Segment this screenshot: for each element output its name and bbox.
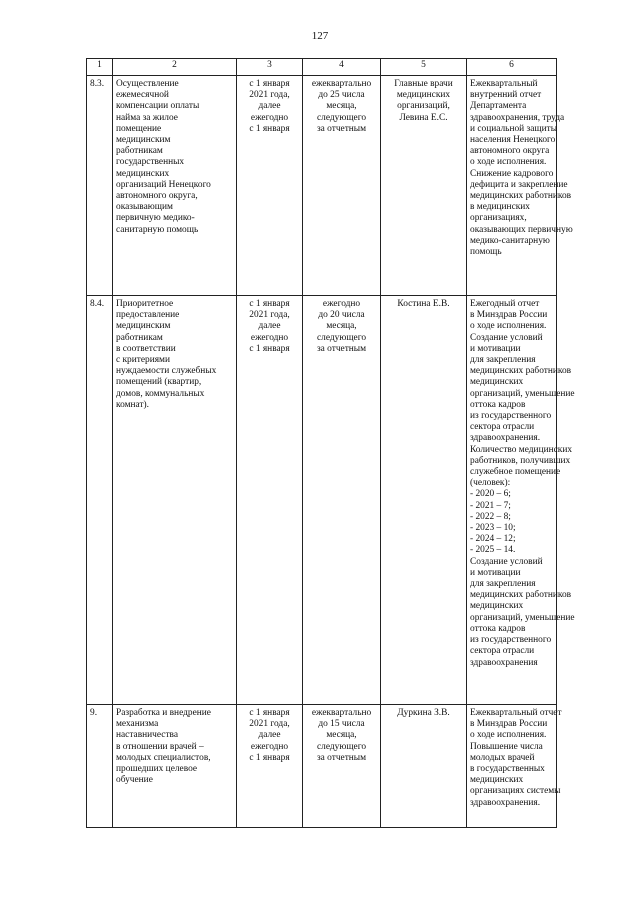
header-cell: 2 [113, 59, 237, 76]
text-line: населения Ненецкого [470, 135, 556, 146]
text-line: оттока кадров [470, 623, 526, 634]
text-line: далее [258, 321, 281, 332]
text-line: за отчетным [316, 123, 367, 134]
start-date [237, 705, 303, 828]
text-line: организаций, уменьшение [470, 388, 575, 399]
text-line: помощь [470, 247, 502, 258]
text-line: и социальной защиты [470, 123, 558, 134]
text-line: предоставление [116, 310, 180, 321]
text-line: оттока кадров [470, 399, 526, 410]
text-line: с 1 января [249, 708, 290, 718]
text-line: прошедших целевое [116, 764, 198, 775]
reporting-period [303, 705, 381, 828]
text-line: - 2024 – 12; [470, 534, 516, 545]
text-line: следующего [316, 741, 367, 752]
text-line: Ежеквартальный [470, 79, 538, 89]
result-description [467, 296, 575, 705]
text-line: Главные врачи [394, 79, 453, 89]
text-line: ежегодно [322, 299, 361, 309]
text-line: обучение [116, 775, 153, 786]
text-line: Разработка и внедрение [116, 708, 211, 718]
text-line: сектора отрасли [470, 422, 535, 433]
measure-name [113, 76, 237, 296]
header-cell: 6 [467, 59, 557, 76]
text-line: домов, коммунальных [116, 388, 205, 399]
text-line: ежегодно [250, 741, 289, 752]
text-line: медицинских [470, 377, 524, 388]
text-line: - 2025 – 14. [470, 545, 516, 556]
text-line: для закрепления [470, 355, 536, 366]
text-line: с 1 января [249, 79, 290, 89]
text-line: служебное помещение [470, 467, 561, 478]
text-line: санитарную помощь [116, 224, 199, 235]
text-line: здравоохранения. [470, 797, 541, 808]
text-line: наставничества [116, 730, 179, 741]
reporting-period [303, 76, 381, 296]
text-line: следующего [316, 112, 367, 123]
text-line: медицинских [116, 168, 170, 179]
text-line: (человек): [470, 478, 511, 489]
table-header-row [87, 59, 557, 76]
text-line: для закрепления [470, 579, 536, 590]
text-line: молодых специалистов, [116, 752, 211, 763]
row-number: 9. [87, 705, 113, 828]
measure-name [113, 705, 237, 828]
text-line: организаций Ненецкого [116, 179, 211, 190]
text-line: с 1 января [249, 123, 290, 134]
text-line: оказывающих первичную [470, 224, 573, 235]
text-line: из государственного [470, 635, 552, 646]
text-line: Дуркина З.В. [397, 708, 450, 718]
text-line: помещение [116, 123, 162, 134]
text-line: с 1 января [249, 752, 290, 763]
text-line: Департамента [470, 101, 527, 112]
text-line: сектора отрасли [470, 646, 535, 657]
text-line: медицинским [116, 321, 171, 332]
text-line: месяца, [326, 321, 357, 332]
text-line: до 25 числа [318, 90, 365, 101]
text-line: о ходе исполнения. [470, 730, 547, 741]
text-line: Количество медицинских [470, 444, 573, 455]
text-line: 2021 года, [249, 719, 290, 730]
header-cell: 4 [303, 59, 381, 76]
text-line: Создание условий [470, 332, 543, 343]
text-line: молодых врачей [470, 752, 535, 763]
page-number: 127 [311, 30, 329, 42]
text-line: ежеквартально [311, 79, 372, 89]
text-line: месяца, [326, 101, 357, 112]
text-line: с 1 января [249, 299, 290, 309]
text-line: ежемесячной [116, 90, 169, 101]
text-line: в Минздрав России [470, 719, 548, 730]
text-line: медицинских [470, 601, 524, 612]
text-line: первичную медико- [116, 213, 195, 224]
text-line: Приоритетное [116, 299, 174, 309]
text-line: комнат). [116, 399, 150, 410]
text-line: в медицинских [470, 202, 530, 213]
text-line: организаций, [397, 101, 450, 112]
text-line: о ходе исполнения. [470, 157, 547, 168]
text-line: здравоохранения, труда [470, 112, 565, 123]
responsible-person [381, 705, 467, 828]
text-line: Ежеквартальный отчет [470, 708, 562, 718]
text-line: Создание условий [470, 556, 543, 567]
header-cell: 3 [237, 59, 303, 76]
text-line: из государственного [470, 411, 552, 422]
text-line: автономного округа [470, 146, 550, 157]
text-line: ежегодно [250, 112, 289, 123]
row-number: 8.4. [87, 296, 113, 705]
responsible-person [381, 76, 467, 296]
text-line: здравоохранения [470, 657, 538, 668]
text-line: медицинских [470, 775, 524, 786]
text-line: работников, получивших [470, 455, 571, 466]
table-row [87, 705, 557, 828]
text-line: Снижение кадрового [470, 168, 554, 179]
text-line: в государственных [470, 764, 545, 775]
text-line: автономного округа, [116, 191, 198, 202]
text-line: с критериями [116, 355, 170, 366]
text-line: компенсации оплаты [116, 101, 200, 112]
text-line: оказывающим [116, 202, 173, 213]
text-line: работникам [116, 332, 163, 343]
text-line: 2021 года, [249, 90, 290, 101]
text-line: до 20 числа [318, 310, 365, 321]
text-line: за отчетным [316, 343, 367, 354]
text-line: Костина Е.В. [397, 299, 450, 309]
text-line: с 1 января [249, 343, 290, 354]
text-line: государственных [116, 157, 185, 168]
text-line: о ходе исполнения. [470, 321, 547, 332]
text-line: здравоохранения. [470, 433, 541, 444]
text-line: до 15 числа [318, 719, 365, 730]
text-line: организациях, [470, 213, 527, 224]
start-date [237, 296, 303, 705]
text-line: далее [258, 101, 281, 112]
responsible-person [381, 296, 467, 705]
text-line: ежеквартально [311, 708, 372, 718]
text-line: медицинских работников [470, 590, 572, 601]
text-line: Осуществление [116, 79, 179, 89]
text-line: и мотивации [470, 343, 521, 354]
table-row [87, 296, 557, 705]
measures-table [86, 58, 575, 828]
text-line: и мотивации [470, 567, 521, 578]
text-line: организациях системы [470, 786, 561, 797]
text-line: механизма [116, 719, 159, 730]
text-line: Ежегодный отчет [470, 299, 540, 309]
text-line: далее [258, 730, 281, 741]
text-line: организаций, уменьшение [470, 612, 575, 623]
text-line: - 2020 – 6; [470, 489, 511, 500]
text-line: в Минздрав России [470, 310, 548, 321]
text-line: медицинских [396, 90, 451, 101]
text-line: следующего [316, 332, 367, 343]
text-line: Левина Е.С. [399, 112, 448, 123]
text-line: помещений (квартир, [116, 377, 202, 388]
header-cell: 1 [87, 59, 113, 76]
result-description [467, 705, 562, 828]
text-line: медицинских работников [470, 191, 572, 202]
result-description [467, 76, 573, 296]
text-line: ежегодно [250, 332, 289, 343]
text-line: - 2021 – 7; [470, 500, 511, 511]
text-line: - 2022 – 8; [470, 511, 511, 522]
text-line: работникам [116, 146, 163, 157]
text-line: дефицита и закрепление [470, 179, 568, 190]
text-line: нуждаемости служебных [116, 366, 217, 377]
text-line: - 2023 – 10; [470, 523, 516, 534]
text-line: в отношении врачей – [116, 741, 204, 752]
text-line: месяца, [326, 730, 357, 741]
text-line: 2021 года, [249, 310, 290, 321]
measure-name [113, 296, 237, 705]
text-line: медико-санитарную [470, 235, 550, 246]
text-line: внутренний отчет [470, 90, 542, 101]
header-cell: 5 [381, 59, 467, 76]
reporting-period [303, 296, 381, 705]
row-number: 8.3. [87, 76, 113, 296]
text-line: Повышение числа [470, 741, 543, 752]
text-line: в соответствии [116, 343, 176, 354]
text-line: медицинских работников [470, 366, 572, 377]
table-row [87, 76, 557, 296]
start-date [237, 76, 303, 296]
text-line: за отчетным [316, 752, 367, 763]
text-line: найма за жилое [116, 112, 178, 123]
text-line: медицинским [116, 135, 171, 146]
